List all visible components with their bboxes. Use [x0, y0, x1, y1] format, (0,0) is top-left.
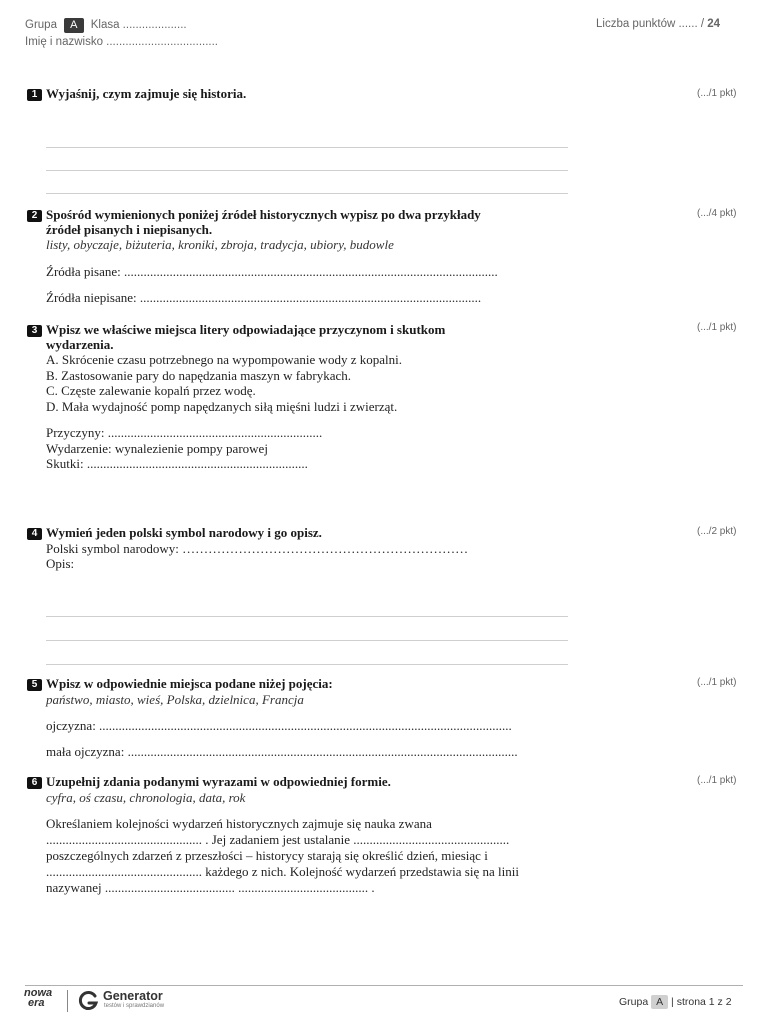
task-1-answer-line[interactable] [46, 170, 568, 171]
generator-logo-icon [77, 990, 99, 1017]
task-6-points: (.../1 pkt) [697, 775, 737, 786]
task-1-number: 1 [27, 89, 42, 101]
task-4-symbol[interactable]: Polski symbol narodowy: ………………………………………………………… [46, 541, 469, 556]
task-1-points: (.../1 pkt) [697, 88, 737, 99]
generator-title: Generator [103, 989, 163, 1003]
task-3-number: 3 [27, 325, 42, 337]
task-3-option-a: A. Skrócenie czasu potrzebnego na wypompowanie wody z kopalni. [46, 352, 402, 367]
task-5-title: 5 Wpisz w odpowiednie miejsca podane niżej pojęcia: [27, 676, 333, 691]
task-5-number: 5 [27, 679, 42, 691]
nowa-era-logo: nowa era [24, 987, 53, 1009]
footer-page-number: | strona 1 z 2 [671, 996, 732, 1008]
task-6-title: 6 Uzupełnij zdania podanymi wyrazami w odpowiedniej formie. [27, 774, 391, 789]
task-3-title: 3 Wpisz we właściwe miejsca litery odpowiadające przyczynom i skutkom wydarzenia. [27, 322, 445, 352]
footer-group-badge: A [651, 995, 668, 1009]
task-3-points: (.../1 pkt) [697, 322, 737, 333]
group-label: Grupa [25, 19, 57, 31]
task-4-number: 4 [27, 528, 42, 540]
footer-page-info [619, 995, 732, 1009]
task-6-text-line: Określaniem kolejności wydarzeń historycznych zajmuje się nauka zwana [46, 816, 432, 831]
name-label: Imię i nazwisko ................................... [25, 36, 218, 48]
points-total: 24 [707, 18, 721, 30]
task-6-terms: cyfra, oś czasu, chronologia, data, rok [46, 790, 246, 805]
task-3-event: Wydarzenie: wynalezienie pompy parowej [46, 440, 268, 456]
group-badge: A [64, 18, 83, 33]
task-1-answer-line[interactable] [46, 193, 568, 194]
task-3-causes[interactable]: Przyczyny: .................................................................. [46, 425, 323, 440]
task-2-unwritten-sources[interactable]: Źródła niepisane: ......................................................................................................... [46, 290, 482, 305]
points-label: Liczba punktów ...... / [596, 18, 705, 30]
task-3-option-b: B. Zastosowanie pary do napędzania maszyn w fabrykach. [46, 367, 352, 383]
task-4-answer-line[interactable] [46, 664, 568, 665]
task-1-title: 1 Wyjaśnij, czym zajmuje się historia. [27, 86, 246, 101]
task-6-text-line[interactable]: ................................................ . Jej zadaniem jest ustalanie ................................................ [46, 832, 510, 847]
task-6-number: 6 [27, 777, 42, 789]
task-4-description-label: Opis: [46, 556, 75, 571]
header-group-class [25, 18, 187, 33]
task-2-points: (.../4 pkt) [697, 208, 737, 219]
generator-subtitle: testów i sprawdzianów [104, 1003, 165, 1009]
logo-separator [67, 990, 68, 1012]
task-4-answer-line[interactable] [46, 616, 568, 617]
task-3-effects[interactable]: Skutki: .................................................................... [46, 456, 308, 471]
task-2-title: 2 Spośród wymienionych poniżej źródeł historycznych wypisz po dwa przykłady źródeł pisanych i niepisanych. [27, 207, 481, 237]
footer-group-label: Grupa [619, 996, 649, 1008]
task-5-small-homeland[interactable]: mała ojczyzna: ........................................................................................................................ [46, 744, 518, 759]
task-3-option-c: C. Częste zalewanie kopalń przez wodę. [46, 383, 256, 398]
task-5-homeland[interactable]: ojczyzna: ............................................................................................................................... [46, 718, 512, 733]
task-5-points: (.../1 pkt) [697, 677, 737, 688]
task-2-number: 2 [27, 210, 42, 222]
task-4-points: (.../2 pkt) [697, 526, 737, 537]
task-5-terms: państwo, miasto, wieś, Polska, dzielnica, Francja [46, 692, 304, 707]
footer-divider [25, 985, 743, 986]
task-6-text-line: poszczególnych zdarzeń z przeszłości – historycy starają się określić dzień, miesiąc i [46, 848, 488, 863]
task-4-answer-line[interactable] [46, 640, 568, 641]
task-4-title: 4 Wymień jeden polski symbol narodowy i go opisz. [27, 525, 322, 540]
class-label: Klasa .................... [90, 19, 187, 31]
task-1-answer-line[interactable] [46, 147, 568, 148]
task-3-option-d: D. Mała wydajność pomp napędzanych siłą mięśni ludzi i zwierząt. [46, 398, 398, 414]
task-6-text-line[interactable]: ................................................ każdego z nich. Kolejność wydarzeń przedstawia się na linii [46, 864, 519, 879]
points-summary [596, 18, 720, 30]
task-6-text-line[interactable]: nazywanej ........................................ ........................................ . [46, 880, 375, 895]
task-2-terms: listy, obyczaje, biżuteria, kroniki, zbroja, tradycja, ubiory, budowle [46, 237, 394, 252]
task-2-written-sources[interactable]: Źródła pisane: ................................................................................................................... [46, 264, 498, 279]
